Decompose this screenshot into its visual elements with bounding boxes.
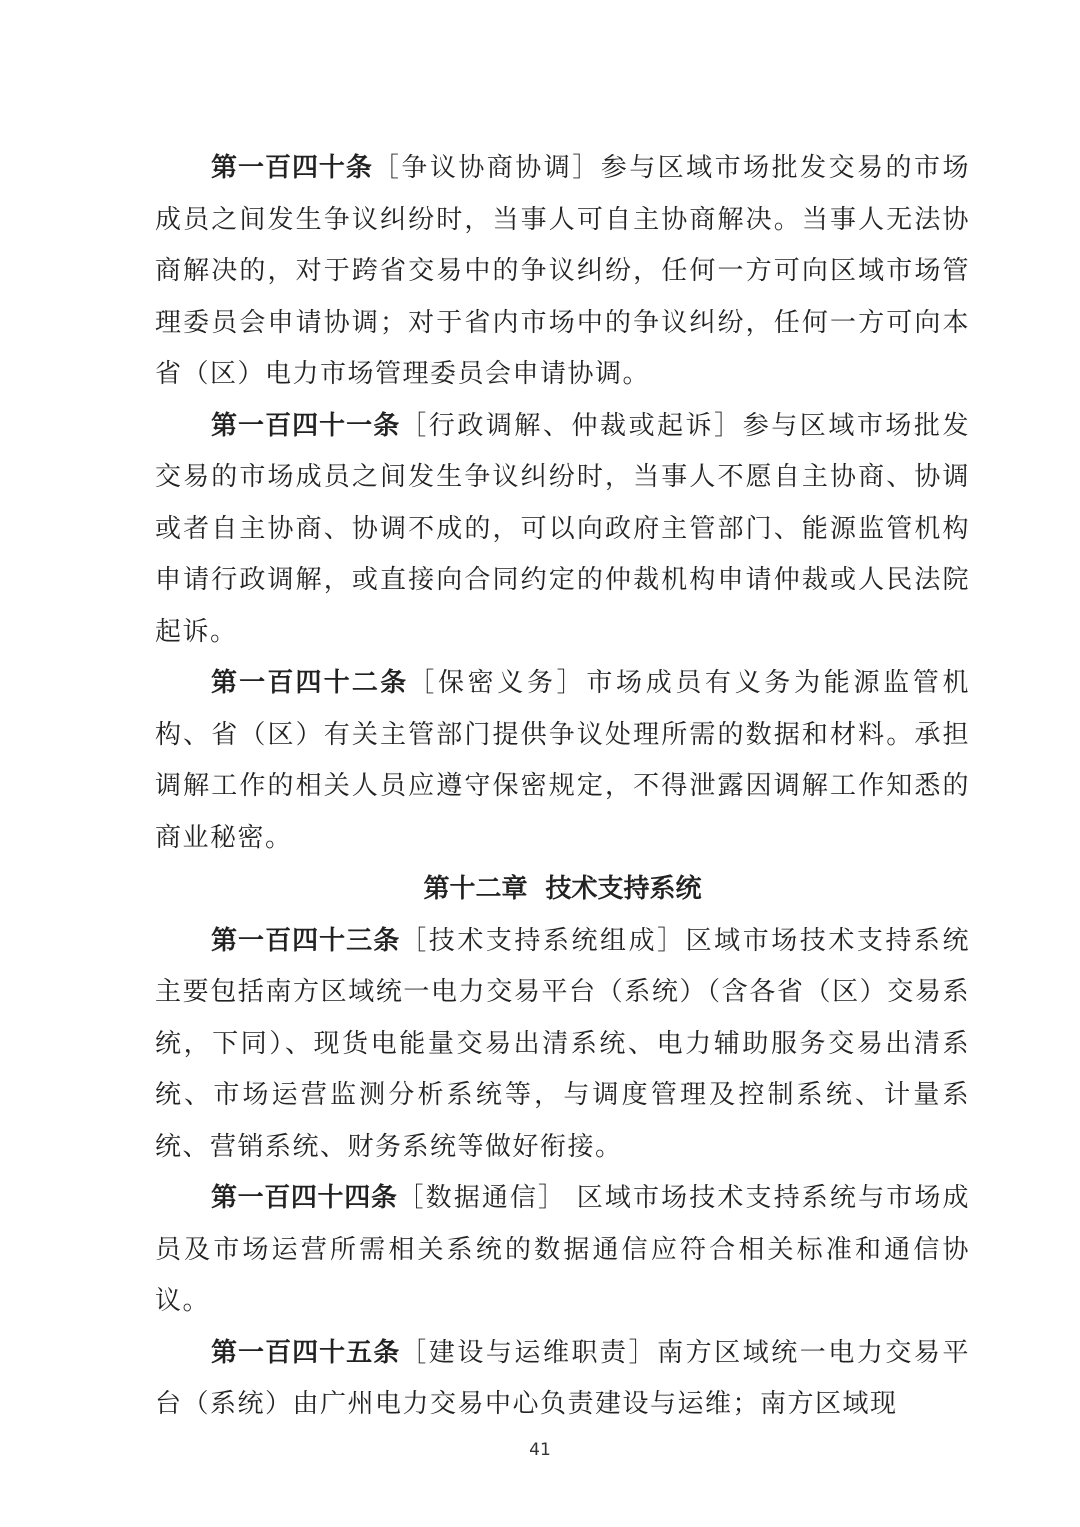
document-page [155,143,970,1431]
article-body: ［争议协商协调］参与区域市场批发交易的市场成员之间发生争议纠纷时，当事人可自主协商解决。当事人无法协商解决的，对于跨省交易中的争议纠纷，任何一方可向区域市场管理委员会申请协调；对于省内市场中的争议纠纷，任何一方可向本省（区）电力市场管理委员会申请协调。 [155,153,970,389]
article-143 [155,916,970,1174]
article-144 [155,1173,970,1328]
article-heading: 第一百四十一条 [211,410,401,441]
article-141 [155,401,970,659]
article-body: ［技术支持系统组成］区域市场技术支持系统主要包括南方区域统一电力交易平台（系统）（含各省（区）交易系统，下同）、现货电能量交易出清系统、电力辅助服务交易出清系统、市场运营监测分析系统等，与调度管理及控制系统、计量系统、营销系统、财务系统等做好衔接。 [155,925,970,1162]
article-body: ［保密义务］市场成员有义务为能源监管机构、省（区）有关主管部门提供争议处理所需的数据和材料。承担调解工作的相关人员应遵守保密规定，不得泄露因调解工作知悉的商业秘密。 [155,668,970,853]
article-body: ［建设与运维职责］南方区域统一电力交易平台（系统）由广州电力交易中心负责建设与运维；南方区域现 [155,1337,970,1419]
article-heading: 第一百四十四条 [211,1183,398,1213]
article-body: ［行政调解、仲裁或起诉］参与区域市场批发交易的市场成员之间发生争议纠纷时，当事人不愿自主协商、协调或者自主协商、协调不成的，可以向政府主管部门、能源监管机构申请行政调解，或直接向合同约定的仲裁机构申请仲裁或人民法院起诉。 [155,410,970,647]
article-145 [155,1328,970,1431]
page-number: 41 [529,1440,551,1460]
article-140 [155,143,970,401]
article-heading: 第一百四十条 [211,153,373,183]
article-heading: 第一百四十二条 [211,668,409,698]
chapter-title: 第十二章 技术支持系统 [423,874,702,904]
article-body: ［数据通信］ 区域市场技术支持系统与市场成员及市场运营所需相关系统的数据通信应符合相关标准和通信协议。 [155,1183,970,1316]
article-heading: 第一百四十三条 [211,925,401,956]
article-142 [155,658,970,864]
article-heading: 第一百四十五条 [211,1337,401,1368]
